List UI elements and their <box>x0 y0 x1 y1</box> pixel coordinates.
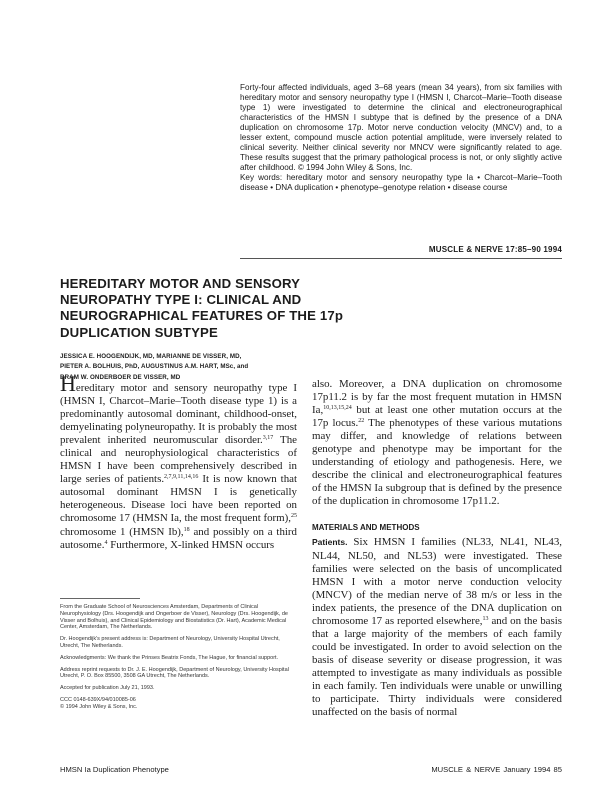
address-note: Dr. Hoogendijk's present address is: Department of Neurology, University Hospital Utrecht, Utrecht, The Netherlands. <box>60 636 280 649</box>
intro-paragraph-continued <box>312 378 562 508</box>
keywords-label: Key words: <box>240 173 283 183</box>
citation-ref: 10,13,15,24 <box>323 405 352 412</box>
citation-ref: 4 <box>104 539 108 546</box>
running-footer-journal: MUSCLE & NERVE January 1994 85 <box>431 765 562 774</box>
author-line: BRAM W. ONDERBOER DE VISSER, MD <box>60 373 181 381</box>
accepted-note: Accepted for publication July 21, 1993. <box>60 685 155 692</box>
citation-ref: 3,17 <box>262 435 274 442</box>
journal-citation: MUSCLE & NERVE 17:85–90 1994 <box>428 245 562 254</box>
footnote-rule <box>60 598 140 599</box>
section-heading-methods: MATERIALS AND METHODS <box>312 523 420 533</box>
drop-cap: H <box>60 371 76 396</box>
affiliation-note: From the Graduate School of Neurosciences Amsterdam, Departments of Clinical Neurophysiology (Drs. Hoogendijk and Ongerboer de Visser), Neurology (Drs. Hoogendijk, de Visser and Bolhuis), and Clinical Epidemiology and Biostatistics (Dr. Hart), Academic Medical Center, Amsterdam, The Netherlands. <box>60 604 288 631</box>
header-rule <box>240 258 562 259</box>
body-text: and on the basis that a large majority of the members of each family could be investigated. In order to avoid selection on the basis of disease severity or disease progression, it was attempted to investigate as many individuals as possible in each family. Ten individuals were unable or unwilling to participate. Thirty individuals were considered unaffected on the basis of normal <box>312 614 562 719</box>
keywords: hereditary motor and sensory neuropathy type Ia • Charcot–Marie–Tooth disease • DNA duplication • phenotype–genotype relation • disease course <box>240 173 562 193</box>
body-text: chromosome 1 (HMSN Ib), <box>60 525 184 538</box>
citation-ref: 13 <box>482 615 489 622</box>
citation-ref: 25 <box>291 513 297 520</box>
abstract-copyright: © 1994 John Wiley & Sons, Inc. <box>297 163 413 173</box>
author-line: JESSICA E. HOOGENDIJK, MD, MARIANNE DE VISSER, MD, <box>60 353 242 360</box>
body-text: but at least one other mutation occurs at the 17p locus. <box>312 404 562 430</box>
author-line: PIETER A. BOLHUIS, PhD, AUGUSTINUS A.M. HART, MSc, and <box>60 363 249 371</box>
body-column-right <box>312 378 562 719</box>
citation-ref: 2,7,9,11,14,16 <box>164 474 199 481</box>
body-text: and possibly on a third autosome. <box>60 525 297 551</box>
running-footer-title: HMSN Ia Duplication Phenotype <box>60 765 169 774</box>
abstract <box>240 83 562 194</box>
patients-paragraph <box>312 536 562 719</box>
acknowledgment-note: Acknowledgments: We thank the Prinses Beatrix Fonds, The Hague, for financial support. <box>60 654 279 661</box>
body-text: also. Moreover, a DNA duplication on chromosome 17p11.2 is by far the most frequent mutation in HMSN Ia, <box>312 378 562 417</box>
article-title: HEREDITARY MOTOR AND SENSORY NEUROPATHY TYPE I: CLINICAL AND NEUROGRAPHICAL FEATURES OF THE 17p DUPLICATION SUBTYPE <box>60 276 344 340</box>
ccc-code: CCC 0148-639X/94/010085-06 <box>60 696 136 703</box>
body-text: The clinical and neurophysiological characteristics of HMSN I have been comprehensively described in large series of patients. <box>60 434 297 486</box>
body-text: ereditary motor and sensory neuropathy type I (HMSN I, Charcot–Marie–Tooth disease type 1) is a predominantly autosomal dominant, childhood-onset, demyelinating polyneuropathy. It is probably the most prevalent inherited neuromuscular disorder. <box>60 382 297 447</box>
citation-ref: 22 <box>358 418 365 425</box>
body-text: It is now known that autosomal dominant HMSN I is genetically heterogeneous. Disease loci have been reported on chromosome 17 (HMSN Ia, the most frequent form), <box>60 473 297 525</box>
copyright-note: © 1994 John Wiley & Sons, Inc. <box>60 703 138 710</box>
abstract-text: Forty-four affected individuals, aged 3–68 years (mean 34 years), from six families with hereditary motor and sensory neuropathy type I (HMSN I, Charcot–Marie–Tooth disease type 1) were investigated to determine the clinical and electroneurographical characteristics of the HMSN I subtype that is defined by the presence of a DNA duplication on chromosome 17p. Motor nerve conduction velocity (MNCV) and, to a lesser extent, compound muscle action potential amplitude, were inversely related to clinical severity. Neither clinical severity nor MNCV were significantly related to age. These results suggest that the primary pathological process is not, or only slightly active after childhood. <box>240 83 562 173</box>
reprint-note: Address reprint requests to Dr. J. E. Hoogendijk, Department of Neurology, University Hospital Utrecht, P. O. Box 85500, 3508 GA Utrecht, The Netherlands. <box>60 666 289 680</box>
body-text: The phenotypes of these various mutations may differ, and knowledge of relations between genotype and phenotype may be important for the understanding of etiology and pathogenesis. Here, we describe the clinical and electroneurographical features of the HMSN Ia subgroup that is defined by the presence of the duplication in chromosome 17p11.2. <box>312 417 562 508</box>
subsection-label: Patients. <box>312 537 348 548</box>
body-text: Six HMSN I families (NL33, NL41, NL43, NL44, NL50, and NL53) were investigated. These families were selected on the basis of uncomplicated HMSN I with a motor nerve conduction velocity (MNCV) of the median nerve of 38 m/s or less in the index patients, the presence of the DNA duplication on chromosome 17 as reported elsewhere, <box>312 536 562 627</box>
footnotes <box>60 604 297 711</box>
body-text: Furthermore, X-linked HMSN occurs <box>107 538 275 551</box>
citation-ref: 18 <box>183 526 190 533</box>
